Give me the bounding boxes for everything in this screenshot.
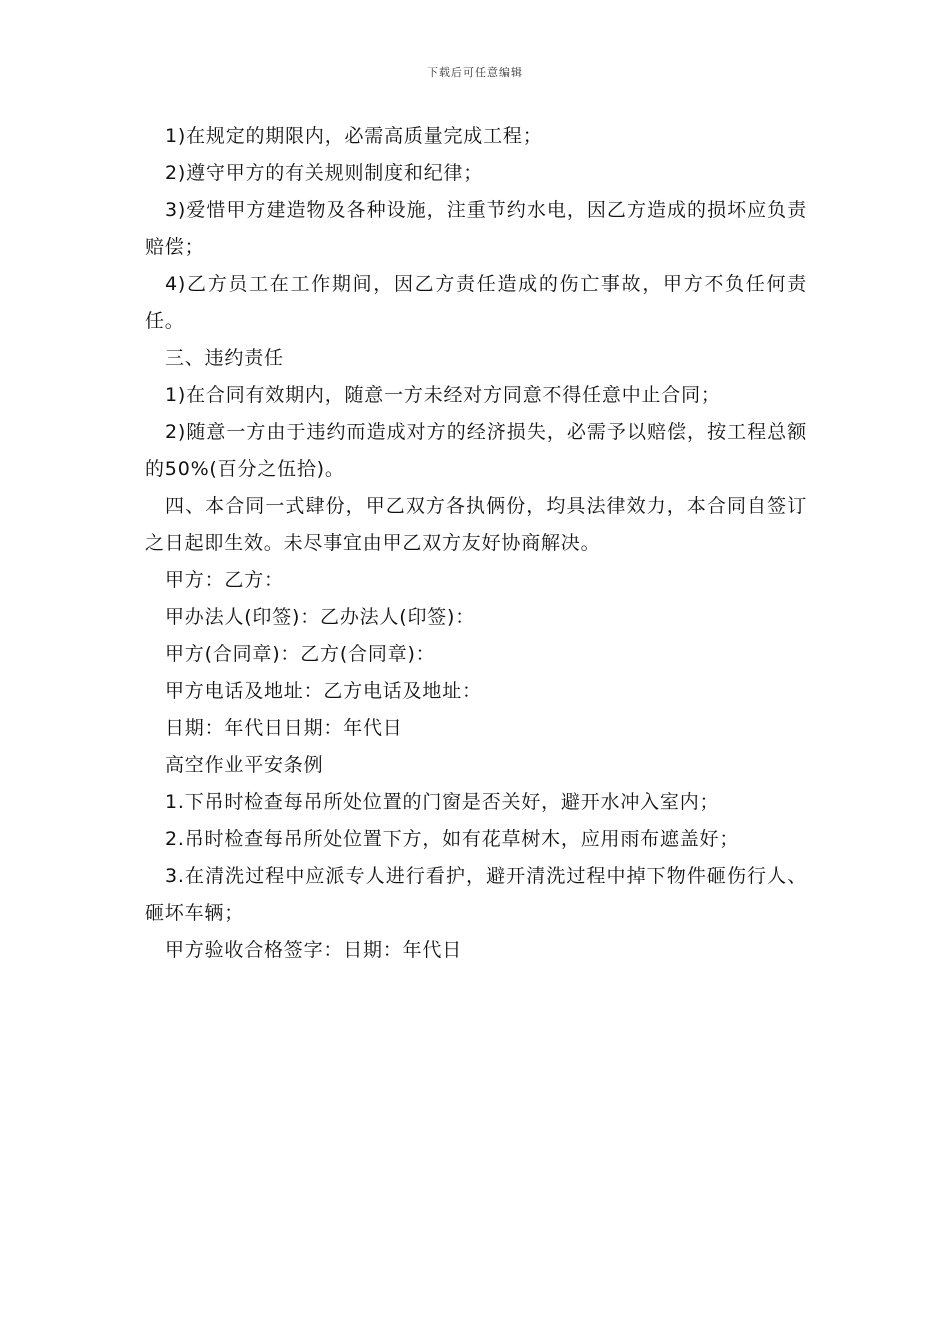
contact-address-line: 甲方电话及地址：乙方电话及地址： — [165, 680, 482, 702]
breach-clause-2: 2)随意一方由于违约而造成对方的经济损失，必需予以赔偿，按工程总额的50%(百分之伍拾)。 — [145, 421, 807, 480]
safety-regulations-title: 高空作业平安条例 — [165, 754, 324, 776]
breach-clause-1: 1)在合同有效期内，随意一方未经对方同意不得任意中止合同； — [165, 384, 721, 406]
clause-1-quality: 1)在规定的期限内，必需高质量完成工程； — [165, 125, 543, 147]
section-heading-breach: 三、违约责任 — [165, 347, 284, 369]
date-line: 日期：年代日日期：年代日 — [165, 717, 403, 739]
safety-item-1: 1.下吊时检查每吊所处位置的门窗是否关好，避开水冲入室内； — [165, 791, 720, 813]
section-four-validity: 四、本合同一式肆份，甲乙双方各执俩份，均具法律效力，本合同自签订之日起即生效。未尽事宜由甲乙双方友好协商解决。 — [145, 495, 807, 554]
clause-3-facilities: 3)爱惜甲方建造物及各种设施，注重节约水电，因乙方造成的损坏应负责赔偿； — [145, 199, 807, 258]
clause-2-rules: 2)遵守甲方的有关规则制度和纪律； — [165, 162, 484, 184]
acceptance-signature-line: 甲方验收合格签字：日期：年代日 — [165, 939, 463, 961]
safety-item-3: 3.在清洗过程中应派专人进行看护，避开清洗过程中掉下物件砸伤行人、砸坏车辆； — [145, 865, 807, 924]
page-header: 下载后可任意编辑 — [427, 66, 523, 79]
clause-4-liability: 4)乙方员工在工作期间，因乙方责任造成的伤亡事故，甲方不负任何责任。 — [145, 273, 807, 332]
document-body — [145, 118, 807, 969]
safety-item-2: 2.吊时检查每吊所处位置下方，如有花草树木，应用雨布遮盖好； — [165, 828, 740, 850]
legal-rep-signature-line: 甲办法人(印签)：乙办法人(印签)： — [165, 606, 476, 628]
party-line: 甲方：乙方： — [165, 569, 284, 591]
contract-seal-line: 甲方(合同章)：乙方(合同章)： — [165, 643, 436, 665]
